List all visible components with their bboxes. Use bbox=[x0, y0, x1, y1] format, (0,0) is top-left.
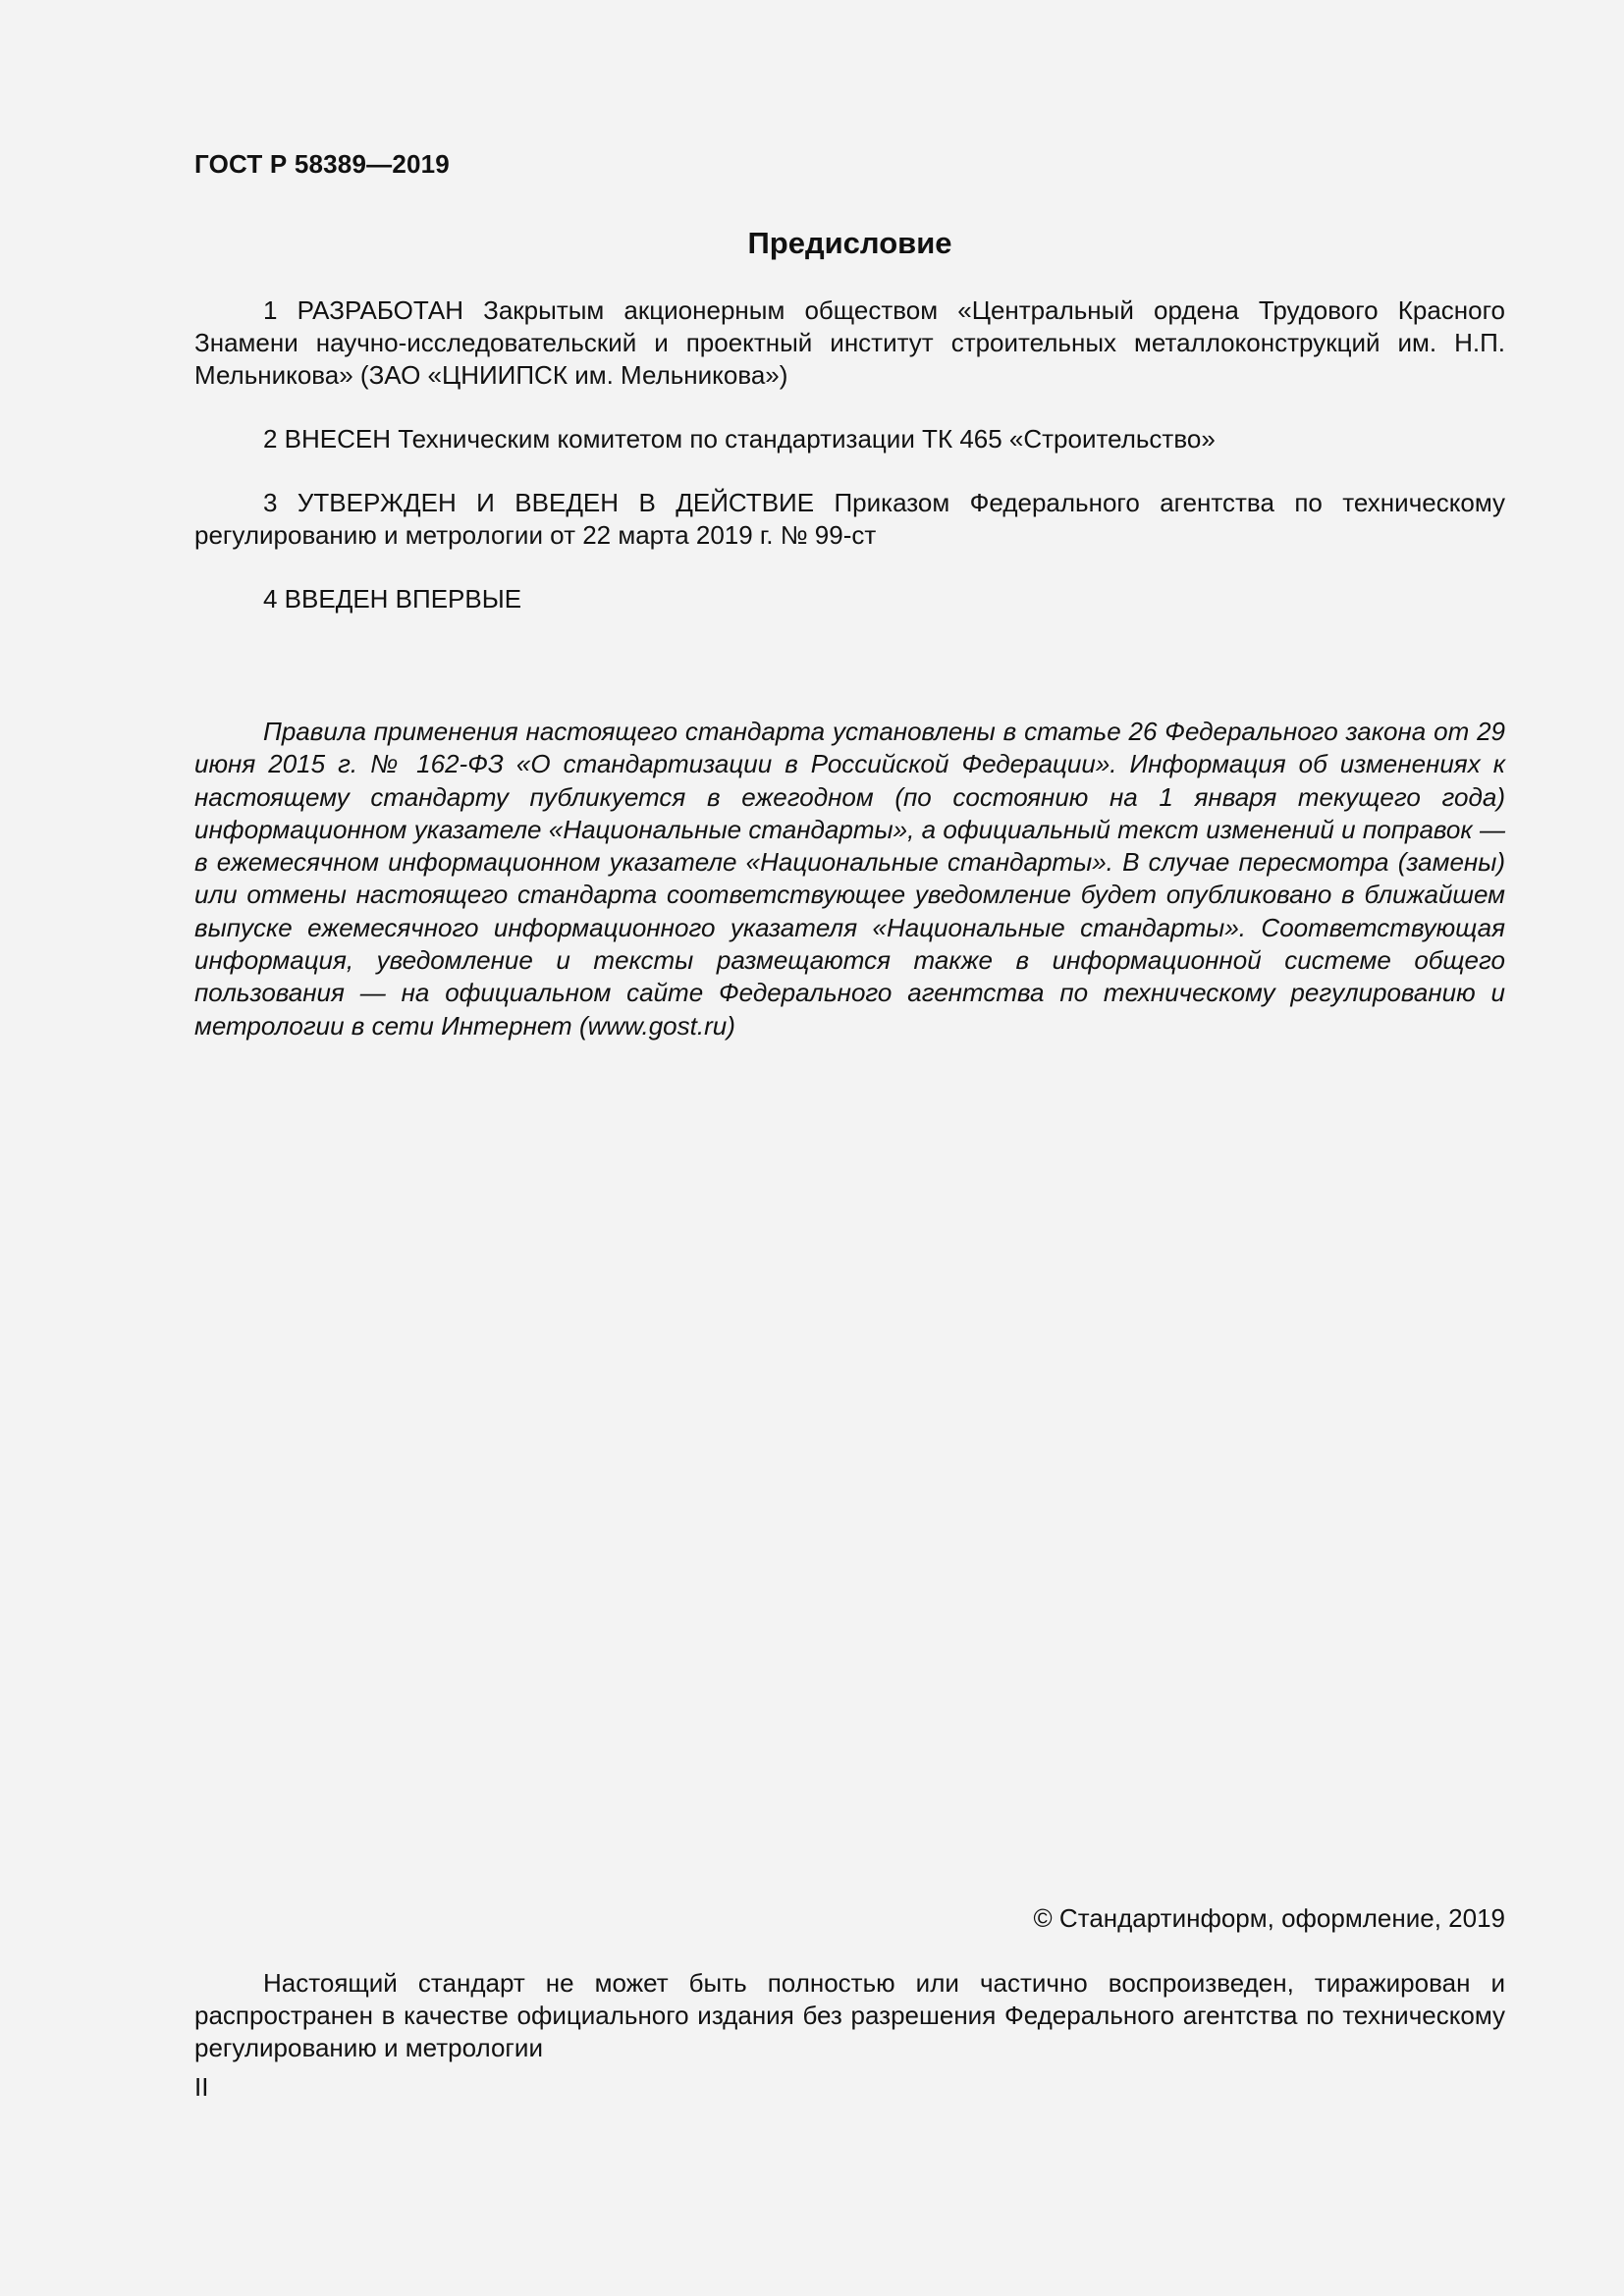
preface-title: Предисловие bbox=[747, 226, 952, 260]
copyright: © Стандартинформ, оформление, 2019 bbox=[1033, 1903, 1505, 1933]
rules-note: Правила применения настоящего стандарта установлены в статье 26 Федерального закона от 29 июня 2015 г. № 162-ФЗ «О стандартизации в Российской Федерации». Информация об изменениях к настоящему стандарту публикуется в ежегодном (по состоянию на 1 января текущего года) информационном указателе «Национальные стандарты», а официальный текст изменений и поправок — в ежемесячном информационном указателе «Национальные стандарты». В случае пересмотра (замены) или отмены настоящего стандарта соответствующее уведомление будет опубликовано в ближайшем выпуске ежемесячного информационного указателя «Национальные стандарты». Соответствующая информация, уведомление и тексты размещаются также в информационной системе общего пользования — на официальном сайте Федерального агентства по техническому регулированию и метрологии в сети Интернет (www.gost.ru) bbox=[194, 717, 1505, 1041]
reproduction-notice: Настоящий стандарт не может быть полностью или частично воспроизведен, тиражирован и распространен в качестве официального издания без разрешения Федерального агентства по техническому регулированию и метрологии bbox=[194, 1968, 1505, 2062]
preface-item-4: 4 ВВЕДЕН ВПЕРВЫЕ bbox=[263, 584, 522, 614]
preface-item-3: 3 УТВЕРЖДЕН И ВВЕДЕН В ДЕЙСТВИЕ Приказом Федерального агентства по техническому регулированию и метрологии от 22 марта 2019 г. № 99-ст bbox=[194, 488, 1505, 550]
preface-item-1: 1 РАЗРАБОТАН Закрытым акционерным обществом «Центральный ордена Трудового Красного Знамени научно-исследовательский и проектный институт строительных металлоконструкций им. Н.П. Мельникова» (ЗАО «ЦНИИПСК им. Мельникова») bbox=[194, 295, 1505, 390]
document-code: ГОСТ Р 58389—2019 bbox=[194, 149, 450, 179]
preface-item-2: 2 ВНЕСЕН Техническим комитетом по стандартизации ТК 465 «Строительство» bbox=[263, 424, 1216, 454]
page-number: II bbox=[194, 2072, 209, 2102]
